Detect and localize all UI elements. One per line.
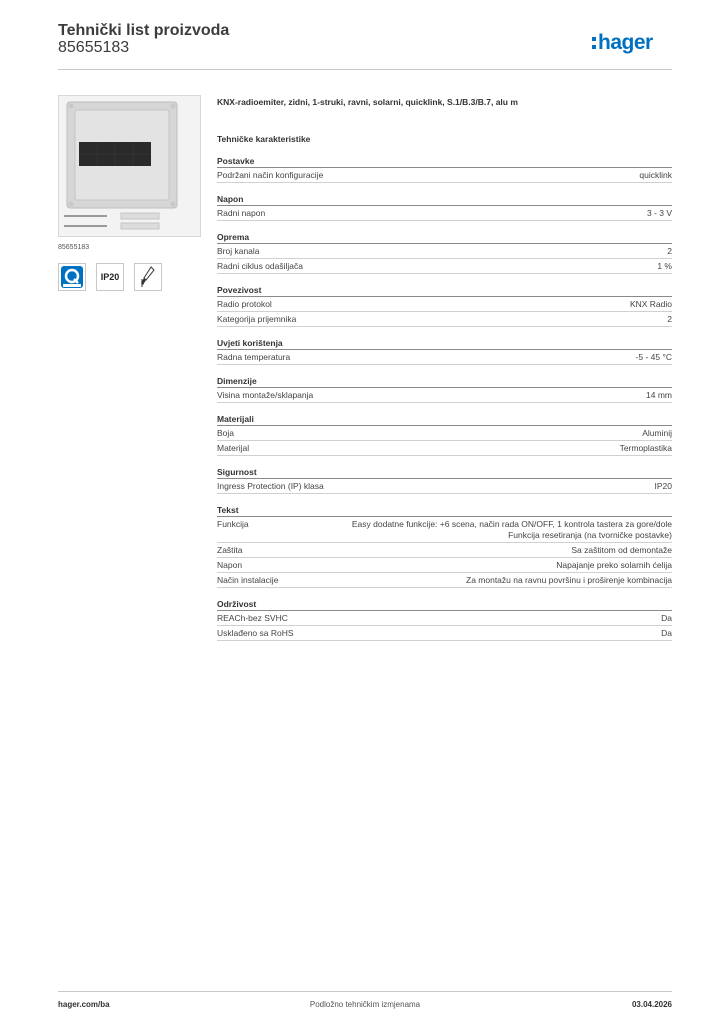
spec-group [217,375,672,403]
spec-value: -5 - 45 °C [635,352,672,362]
ip20-badge-label: IP20 [100,272,120,282]
spec-row [217,426,672,441]
spec-row [217,441,672,456]
spec-group [217,193,672,221]
spec-group [217,231,672,274]
spec-label: Usklađeno sa RoHS [217,628,294,638]
screwdriver-icon [134,263,162,291]
spec-group-title: Materijali [217,413,672,426]
spec-label: Radna temperatura [217,352,291,362]
spec-value: Aluminij [642,428,672,438]
footer-note: Podložno tehničkim izmjenama [309,1000,421,1009]
spec-row [217,479,672,494]
spec-row [217,206,672,221]
spec-group [217,504,672,588]
spec-value: Sa zaštitom od demontaže [571,545,672,555]
spec-group-title: Tekst [217,504,672,517]
spec-row [217,543,672,558]
product-image [58,95,201,237]
spec-group-title: Održivost [217,598,672,611]
product-description: KNX-radioemiter, zidni, 1-struki, ravni, solarni, quicklink, S.1/B.3/B.7, alu m [217,97,518,107]
footer-website: hager.com/ba [58,1000,110,1009]
spec-section-heading: Tehničke karakteristike [217,134,311,144]
spec-label: Ingress Protection (IP) klasa [217,481,324,491]
spec-value: 2 [667,314,672,324]
spec-row [217,388,672,403]
spec-group-title: Dimenzije [217,375,672,388]
product-sku-caption: 85655183 [58,244,90,251]
spec-group [217,413,672,456]
spec-label: Kategorija prijemnika [217,314,297,324]
spec-groups [217,155,672,641]
spec-value-line: Funkcija resetiranja (na tvorničke postavke) [508,530,672,540]
spec-group-title: Napon [217,193,672,206]
spec-row [217,244,672,259]
spec-label: Način instalacije [217,575,279,585]
spec-row [217,259,672,274]
spec-group-title: Uvjeti korištenja [217,337,672,350]
spec-value: 1 % [657,261,672,271]
spec-value: 2 [667,246,672,256]
spec-label: REACh-bez SVHC [217,613,288,623]
spec-label: Materijal [217,443,250,453]
spec-value: 14 mm [646,390,672,400]
spec-group-title: Postavke [217,155,672,168]
spec-value [342,519,672,541]
spec-label: Zaštita [217,545,243,555]
spec-row [217,168,672,183]
spec-label: Broj kanala [217,246,260,256]
spec-value: Napajanje preko solarnih ćelija [556,560,672,570]
spec-group-title: Oprema [217,231,672,244]
spec-value: KNX Radio [629,299,672,309]
page-header [58,20,672,70]
spec-label: Radio protokol [217,299,272,309]
spec-row [217,517,672,543]
spec-group-title: Povezivost [217,284,672,297]
spec-row [217,626,672,641]
spec-value: quicklink [639,170,672,180]
logo-text: hager [598,31,653,54]
spec-label: Boja [217,428,235,438]
spec-row [217,350,672,365]
spec-row [217,297,672,312]
spec-value: IP20 [654,481,672,491]
quicklink-icon [58,263,86,291]
spec-row [217,558,672,573]
spec-value-line: Easy dodatne funkcije: +6 scena, način rada ON/OFF, 1 kontrola tastera za gore/dole [351,519,672,529]
spec-row [217,573,672,588]
document-title: Tehnički list proizvoda [58,22,230,39]
page-footer [58,991,672,1013]
spec-value: Za montažu na ravnu površinu i proširenje kombinacija [466,575,672,585]
spec-group [217,337,672,365]
hager-logo [592,28,672,56]
spec-group [217,155,672,183]
spec-label: Visina montaže/sklapanja [217,390,314,400]
spec-row [217,611,672,626]
footer-date: 03.04.2026 [631,1000,672,1009]
spec-value: 3 - 3 V [646,208,672,218]
ip20-icon [96,263,124,291]
spec-label: Funkcija [217,519,249,529]
spec-group [217,466,672,494]
spec-group [217,598,672,641]
spec-label: Podržani način konfiguracije [217,170,324,180]
spec-label: Radni ciklus odašiljača [217,261,303,271]
spec-row [217,312,672,327]
spec-group-title: Sigurnost [217,466,672,479]
spec-value: Da [661,613,672,623]
spec-group [217,284,672,327]
spec-content [217,95,672,641]
spec-value: Termoplastika [619,443,672,453]
document-number: 85655183 [58,39,130,56]
spec-label: Radni napon [217,208,266,218]
spec-value: Da [661,628,672,638]
spec-label: Napon [217,560,243,570]
